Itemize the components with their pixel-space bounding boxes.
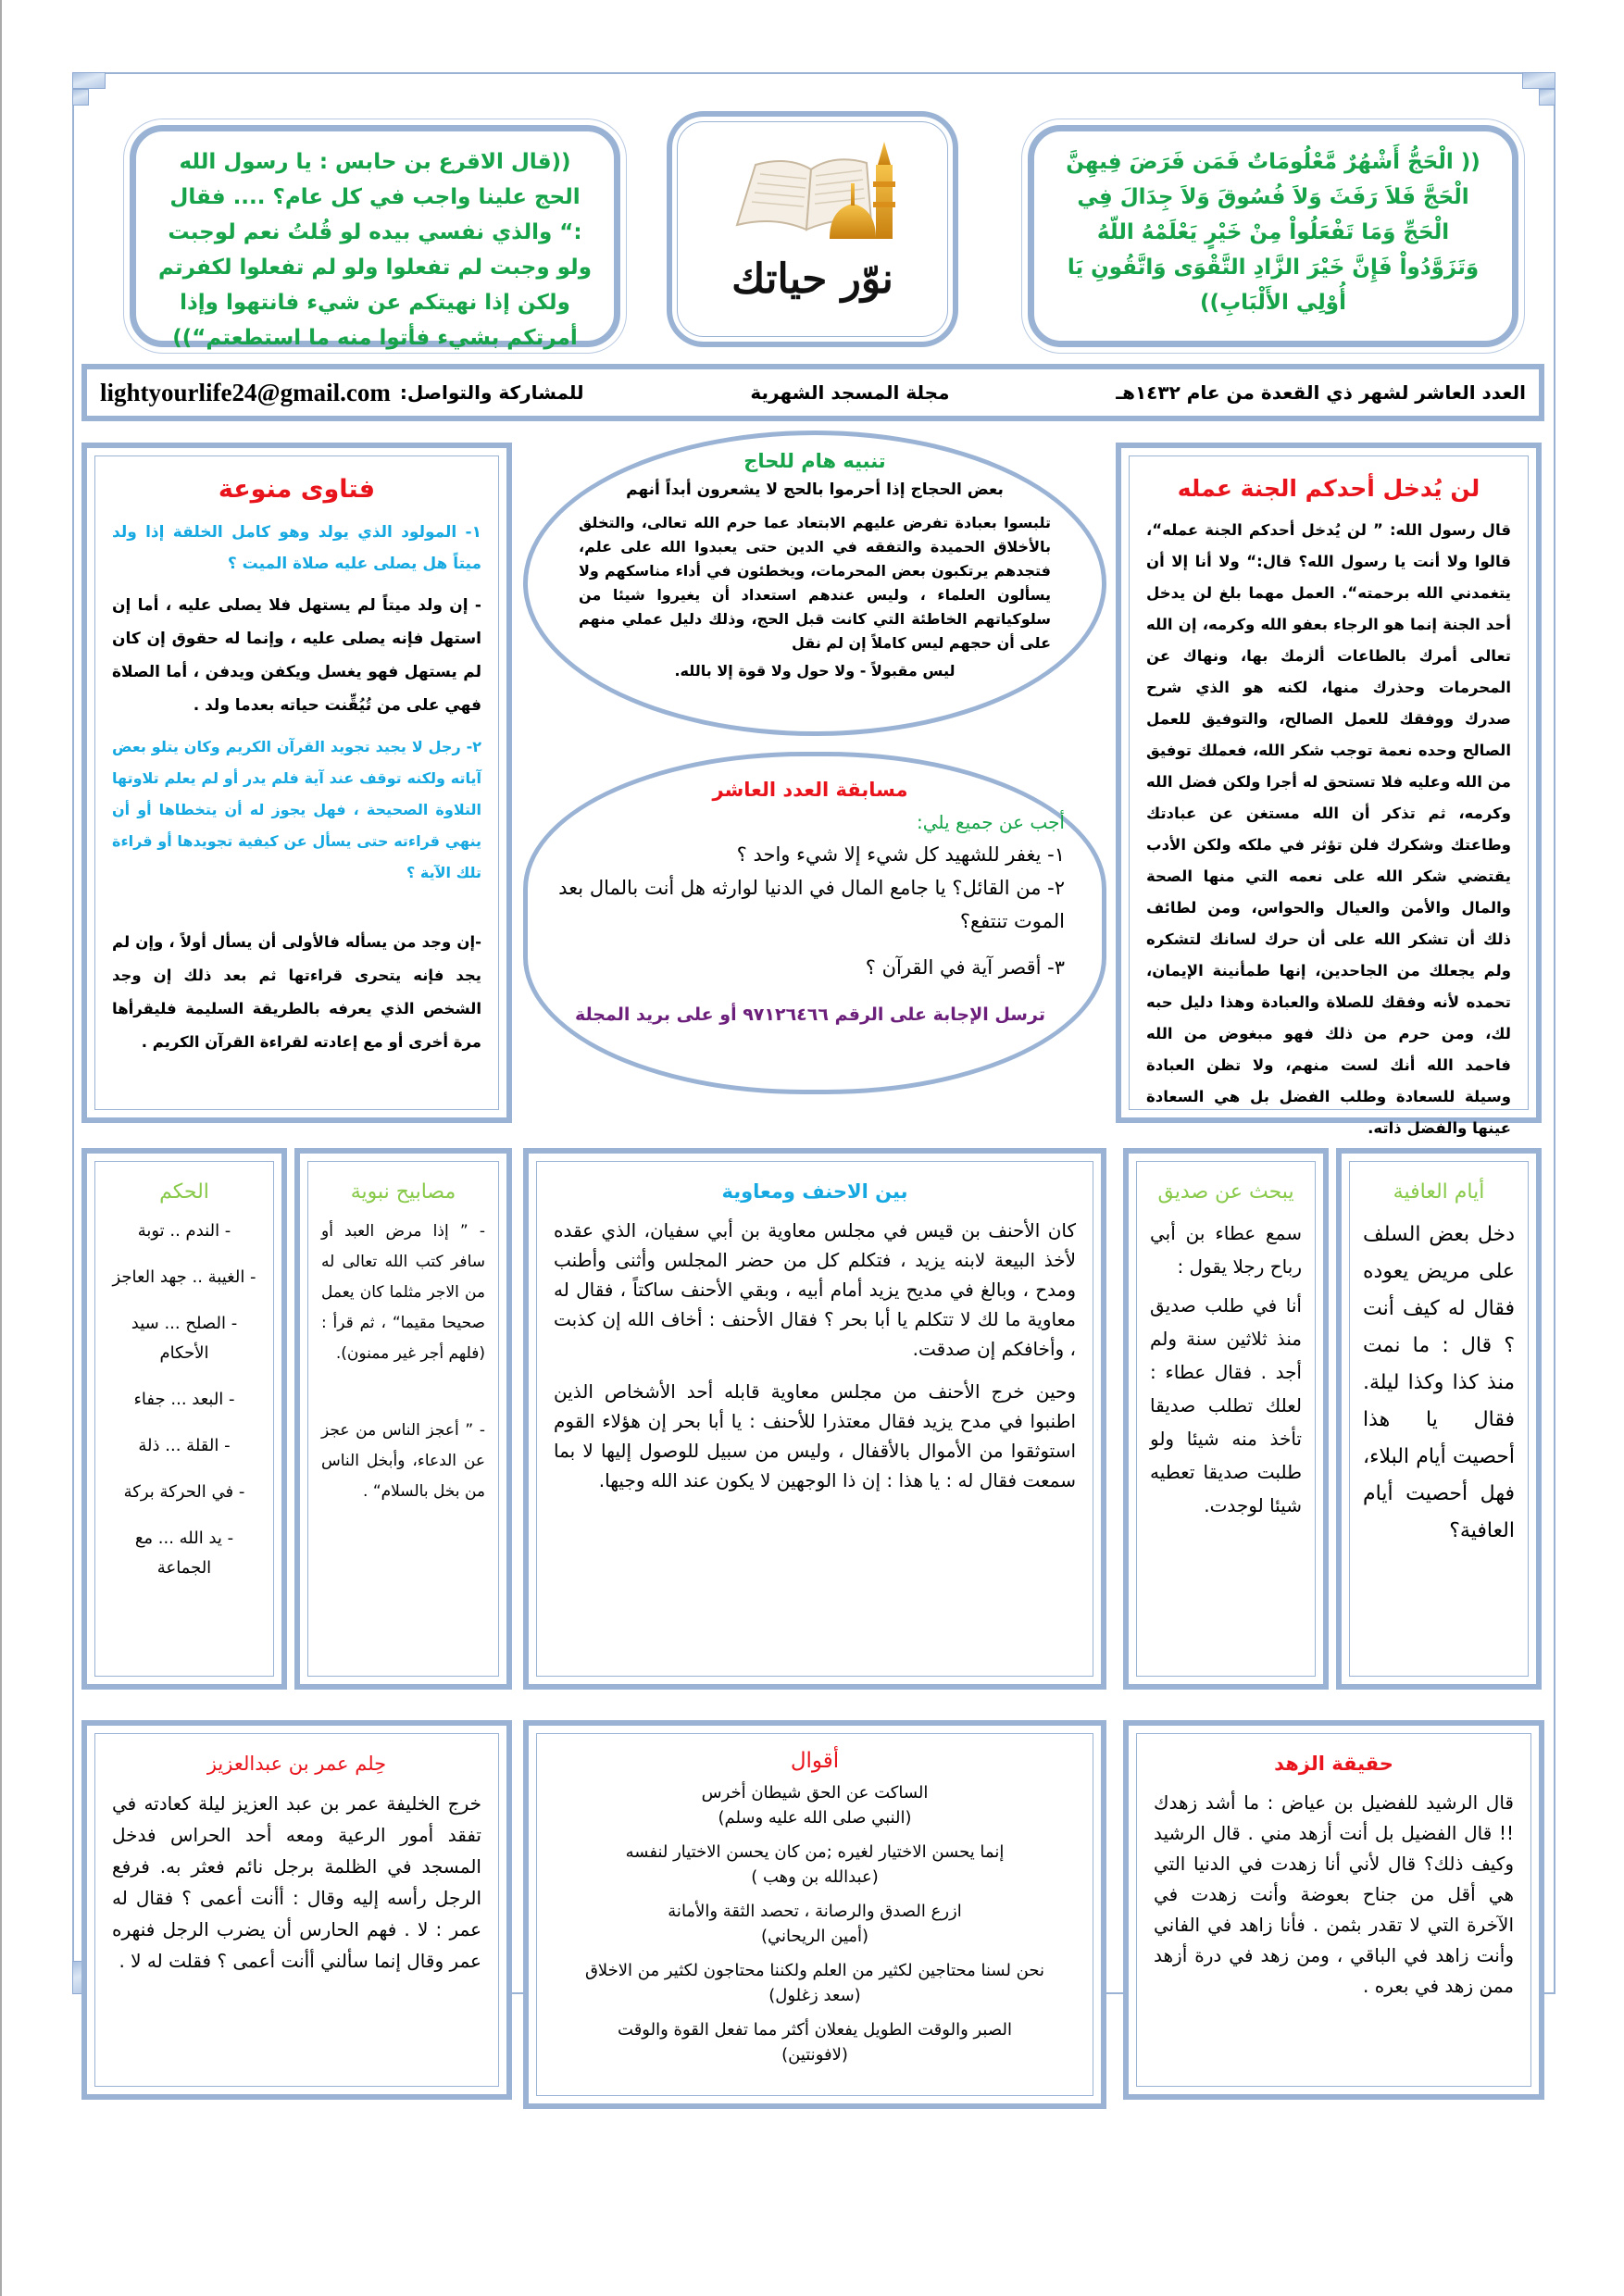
issue-label: العدد العاشر لشهر ذي القعدة من عام ١٤٣٢هـ bbox=[1116, 381, 1526, 404]
open-book-and-mosque-icon bbox=[718, 137, 904, 248]
section-wellness bbox=[1336, 1148, 1542, 1690]
fatwa-question: ١- المولود الذي يولد وهو كامل الخلقة إذا ولد ميتاً هل يصلى عليه صلاة الميت ؟ bbox=[112, 523, 481, 573]
saying-quote: ازرع الصدق والرصانة ، تحصد الثقة والأمانة bbox=[668, 1902, 962, 1921]
contest-instruction: أجب عن جميع يلي: bbox=[917, 811, 1065, 833]
wisdom-item: - في الحركة بركة bbox=[123, 1482, 245, 1502]
corner-ornament-top-left bbox=[72, 72, 106, 89]
corner-ornament-top-right-2 bbox=[1539, 89, 1555, 106]
saying-author: (لافونتين) bbox=[781, 2045, 848, 2065]
section-title: مصابيح نبوية bbox=[350, 1180, 456, 1204]
saying-quote: نحن لسنا محتاجين لكثير من العلم ولكننا محتاجون لكثير من الاخلاق bbox=[584, 1961, 1045, 1980]
contact-email-link[interactable]: lightyourlife24@gmail.com bbox=[100, 378, 391, 406]
section-contest bbox=[523, 752, 1106, 1094]
wisdom-list bbox=[106, 1217, 262, 1583]
wisdom-item: - الندم .. توبة bbox=[137, 1221, 231, 1241]
saying-author: (سعد زغلول) bbox=[768, 1986, 861, 2005]
fatwa-answer: - إن ولد ميتاً لم يستهل فلا يصلى عليه ، أما إن استهل فإنه يصلى عليه ، وإنما له حقوق إن كان لم يستهل فهو يغسل ويكفن ويدفن ، أما الصلاة فهي على من تُيُقِّنت حياته بعدما ولد . bbox=[112, 596, 481, 715]
section-title: تنبيه هام للحاج bbox=[743, 450, 886, 472]
ahnaf-para-1: كان الأحنف بن قيس في مجلس معاوية بن أبي سفيان، الذي عقده لأخذ البيعة لابنه يزيد ، فتكلم كل من حضر المجلس وأثنى وأطنب ومدح ، وبالغ في مديح يزيد أمام أبيه ، وبقي الأحنف ساكتاً ، فقال له معاوية ما لك لا تتكلم يا أبا بحر ؟ فقال الأحنف : أخاف الله إن كذبت ، وأخافكم إن صدقت. bbox=[554, 1219, 1076, 1360]
quran-verse-panel bbox=[1028, 125, 1518, 347]
saying-quote: الصبر والوقت الطويل يفعلان أكثر مما تفعل القوة والوقت bbox=[618, 2020, 1012, 2040]
prophetic-item: - ” أعجز الناس من عجز عن الدعاء، وأبخل الناس من بخل بالسلام“ . bbox=[321, 1421, 485, 1501]
hajj-closing: ليس مقبولاً - ولا حول ولا قوة إلا بالله. bbox=[674, 662, 956, 680]
saying-author: (أمين الريحاني) bbox=[760, 1927, 869, 1946]
contact-label: للمشاركة والتواصل: bbox=[399, 381, 584, 404]
contest-question: ١- يغفر للشهيد كل شيء إلا شيء واحد ؟ bbox=[736, 843, 1065, 866]
section-ahnaf bbox=[523, 1148, 1106, 1690]
contact-info bbox=[100, 379, 584, 407]
ahnaf-para-2: وحين خرج الأحنف من مجلس معاوية قابله أحد الأشخاص الذين اطنبوا في مدح يزيد فقال معتذرا للأحنف : يا أبا بحر إن هؤلاء القوم استوثقوا من الأموال بالأقفال ، وليس من سبيل للوصول إليها لا بما سمعت فقال له : يا هذا : إن ذا الوجهين لا يكون عند الله وجيها. bbox=[554, 1380, 1076, 1491]
section-title: مسابقة العدد العاشر bbox=[712, 779, 908, 801]
issue-header-bar bbox=[81, 364, 1544, 421]
saying-quote: إنما يحسن الاختيار لغيره ;من كان يحسن الاختيار لنفسه bbox=[625, 1842, 1005, 1862]
contest-question: ٣- أقصر آية في القرآن ؟ bbox=[865, 956, 1065, 979]
section-body: خرج الخليفة عمر بن عبد العزيز ليلة كعادته في تفقد أمور الرعية ومعه أحد الحراس فدخل المسجد في الظلمة برجل نائم فعثر به. فرفع الرجل رأسه إليه وقال : أأنت أعمى ؟ فقال له عمر : لا . فهم الحارس أن يضرب الرجل فنهره عمر وقال إنما سألني أأنت أعمى ؟ فقلت له لا . bbox=[112, 1792, 481, 1972]
logo-box bbox=[667, 111, 958, 347]
contest-question: ٢- من القائل؟ يا جامع المال في الدنيا لوارثه هل أنت بالمال بعد الموت تنتفع؟ bbox=[558, 877, 1065, 932]
section-friend bbox=[1123, 1148, 1329, 1690]
hajj-body: تلبسوا بعبادة تفرض عليهم الابتعاد عما حرم الله تعالى، والتخلق بالأخلاق الحميدة والتفقه في الدين حتى يعبدوا الله على علم، فتجدهم يرتكبون بعض المحرمات، ويخطئون في أداء مناسكهم ولا يسألون العلماء ، وليس عندهم استعداد أن يغيروا شيئا من سلوكياتهم الخاطئة التي كانت قبل الحج، وذلك دليل عملي منهم على أن حجهم ليس كاملاً إن لم نقل bbox=[579, 514, 1051, 652]
section-sayings bbox=[523, 1720, 1106, 2109]
section-body: دخل بعض السلف على مريض يعوده فقال له كيف أنت ؟ قال : ما نمت منذ كذا وكذا ليلة. فقال يا هذا أحصيت أيام البلاء، فهل أحصيت أيام العافية؟ bbox=[1363, 1223, 1515, 1542]
wisdom-item: - الصلح ... سيد الأحكام bbox=[131, 1314, 238, 1363]
saying-item bbox=[554, 1780, 1076, 1830]
section-omar bbox=[81, 1720, 512, 2100]
section-body: قال رسول الله: ” لن يُدخل أحدكم الجنة عمله“، قالوا ولا أنت يا رسول الله؟ قال:“ ولا أنا إلا أن يتغمدني الله برحمته“. العمل مهما بلغ لن يدخل أحد الجنة إنما هو الرجاء بعفو الله وكرمه، إن الله تعالى أمرك بالطاعات ألزمك بها، ونهاك عن المحرمات وحذرك منها، لكنه هو الذي شرح صدرك ووفقك للعمل الصالح، والتوفيق للعمل الصالح وحده نعمة توجب شكر الله، فعملك توفيق من الله وعليه فلا تستحق له أجرا ولكن فضل الله وكرمه، ثم تذكر أن الله مستغن عن عبادتك وطاعتك وشكرك فلن تؤثر في ملكه ولكن الأدب يقتضي شكر الله على نعمه التي منها الصحة والمال والأمن والعيال والحواس، ومن لطائف ذلك أن تشكر الله على أن حرك لسانك لتشكره ولم يجعلك من الجاحدين، إنها طمأنينة الإيمان، تحمده لأنه وفقك للصلاة والعبادة وهذا دليل حبه لك، ومن حرم من ذلك فهو مبغوض من الله فاحمد الله أنك لست منهم، ولا تظن العبادة وسيلة للسعادة وطلب الفضل بل هي السعادة عينها والفضل ذاته. bbox=[1146, 521, 1511, 1137]
section-title: أقوال bbox=[790, 1749, 840, 1773]
section-hajj-notice bbox=[523, 430, 1106, 736]
wisdom-item: - يد الله ... مع الجماعة bbox=[134, 1529, 234, 1578]
magazine-name: مجلة المسجد الشهرية bbox=[750, 381, 950, 404]
wisdom-item: - القلة ... ذلة bbox=[138, 1436, 231, 1455]
friend-body-intro: سمع عطاء بن أبي رباح رجلا يقول : bbox=[1150, 1222, 1302, 1278]
wisdom-item: - الغيبة .. جهد العاجز bbox=[112, 1267, 256, 1287]
wisdom-item: - البعد ... جفاء bbox=[133, 1390, 235, 1409]
corner-ornament-top-left-2 bbox=[72, 89, 89, 106]
hadith-text: ((قال الاقرع بن حابس : يا رسول الله الحج علينا واجب في كل عام؟ .... فقال :“ والذي نفسي بيده لو قُلتُ نعم لوجبت ولو وجبت لم تفعلوا ولو لم تفعلوا لكفرتم ولكن إذا نهيتكم عن شيء فانتهوا وإذا أمرتكم بشيء فأتوا منه ما استطعتم“)) bbox=[158, 150, 592, 350]
contest-send-note: ترسل الإجابة على الرقم ٩٧١٢٦٤٦٦ أو على بريد المجلة bbox=[575, 1004, 1045, 1025]
prophetic-item: - ” إذا مرض العبد أو سافر كتب الله تعالى له من الاجر مثلما كان يعمل صحيحا مقيما“ ، ثم قرأ : (فلهم أجر غير ممنون). bbox=[321, 1222, 485, 1363]
logo-text: نوّر حياتك bbox=[731, 256, 893, 303]
section-zuhd bbox=[1123, 1720, 1544, 2100]
saying-item bbox=[554, 1840, 1076, 1890]
section-title: الحكم bbox=[159, 1180, 209, 1204]
fatwa-question: ٢- رجل لا يجيد تجويد القرآن الكريم وكان يتلو بعض آياته ولكنه توقف عند آية فلم يدر أو لم يعلم تلاوتها التلاوة الصحيحة ، فهل يجوز له أن يتخطاها أو أن ينهي قراءته حتى يسأل عن كيفية تجويدها أو قراءة تلك الآية ؟ bbox=[112, 738, 481, 881]
saying-item bbox=[554, 1958, 1076, 2008]
saying-author: (عبدالله بن وهب ) bbox=[751, 1867, 879, 1887]
section-title: فتاوى منوعة bbox=[218, 475, 376, 504]
section-title: حِلم عمر بن عبدالعزيز bbox=[206, 1753, 387, 1775]
section-paradise bbox=[1116, 443, 1542, 1137]
fatwa-answer: -إن وجد من يسأله فالأولى أن يسأل أولاً ، وإن لم يجد فإنه يتحرى قراءتها ثم بعد ذلك إن وجد الشخص الذي يعرفه بالطريقة السليمة فليقرأها مرة أخرى أو مع إعادته لقراءة القرآن الكريم . bbox=[112, 933, 481, 1051]
saying-item bbox=[554, 1899, 1076, 1949]
hajj-lead: بعض الحجاج إذا أحرموا بالحج لا يشعرون أبداً أنهم bbox=[626, 480, 1004, 499]
saying-author: (النبي صلى الله عليه وسلم) bbox=[718, 1808, 912, 1828]
section-title: حقيقة الزهد bbox=[1274, 1753, 1393, 1775]
section-wisdom bbox=[81, 1148, 287, 1690]
quran-verse-text: (( الْحَجُّ أَشْهُرٌ مَّعْلُومَاتٌ فَمَن فَرَضَ فِيهِنَّ الْحَجَّ فَلاَ رَفَثَ وَلاَ فُسُوقَ وَلاَ جِدَالَ فِي الْحَجِّ وَمَا تَفْعَلُواْ مِنْ خَيْرٍ يَعْلَمْهُ اللّهُ وَتَزَوَّدُواْ فَإِنَّ خَيْرَ الزَّادِ التَّقْوَى وَاتَّقُونِ يَا أُوْلِي الأَلْبَابِ)) bbox=[1066, 150, 1480, 315]
corner-ornament-top-right bbox=[1522, 72, 1555, 89]
contest-questions bbox=[546, 838, 1074, 984]
section-title: لن يُدخل أحدكم الجنة عمله bbox=[1177, 475, 1480, 502]
hadith-panel bbox=[130, 125, 620, 350]
section-fatwas bbox=[81, 443, 512, 1123]
section-body: قال الرشيد للفضيل بن عياض : ما أشد زهدك !! قال الفضيل بل أنت أزهد مني . قال الرشيد وكيف ذلك؟ قال لأني أنا زهدت في الدنيا التي هي أقل من جناح بعوضة وأنت زهدت في الآخرة التي لا تقدر بثمن . فأنا زاهد في الفاني وأنت زاهد في الباقي ، ومن زهد في درة أزهد ممن زهد في بعره . bbox=[1154, 1791, 1514, 1997]
saying-item bbox=[554, 2017, 1076, 2067]
section-title: بين الاحنف ومعاوية bbox=[721, 1180, 908, 1203]
section-title: يبحث عن صديق bbox=[1157, 1180, 1294, 1204]
section-title: أيام العافية bbox=[1393, 1180, 1485, 1204]
friend-body: أنا في طلب صديق منذ ثلاثين سنة ولم أجد . فقال عطاء : لعلك تطلب صديقا تأخذ منه شيئا ولو طلبت صديقا تعطيه شيئا لوجدت. bbox=[1150, 1294, 1302, 1516]
page-edge bbox=[0, 0, 2, 2296]
saying-quote: الساكت عن الحق شيطان أخرس bbox=[701, 1783, 929, 1803]
section-prophetic bbox=[294, 1148, 512, 1690]
